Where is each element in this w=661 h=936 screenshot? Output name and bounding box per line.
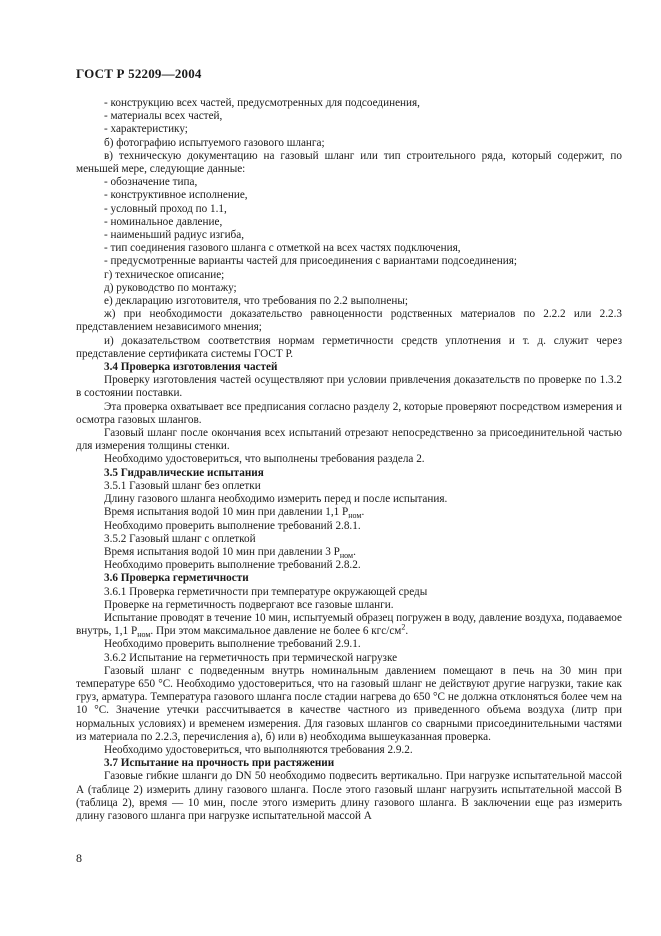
page-number: 8 — [76, 851, 82, 865]
paragraph: - конструкцию всех частей, предусмотренных для подсоединения, — [104, 97, 420, 109]
paragraph: Время испытания водой 10 мин при давлении 1,1 $P_{ном}$. — [104, 506, 365, 521]
paragraph: Длину газового шланга необходимо измерить перед и после испытания. — [104, 493, 448, 506]
section-heading: 3.7 Испытание на прочность при растяжении — [104, 757, 335, 770]
paragraph: - тип соединения газового шланга с отметкой на всех частях подключения, — [104, 242, 461, 255]
paragraph: - материалы всех частей, — [104, 110, 223, 123]
paragraph: Необходимо проверить выполнение требований 2.9.1. — [104, 638, 361, 651]
section-heading: 3.5 Гидравлические испытания — [104, 466, 264, 479]
paragraph: Проверке на герметичность подвергают все газовые шланги. — [104, 598, 394, 611]
paragraph: в) техническую документацию на газовый шланг или тип строительного ряда, который содержит, по меньшей мере, следующие данные: — [76, 149, 622, 176]
paragraph: Необходимо проверить выполнение требований 2.8.1. — [104, 519, 361, 532]
paragraph: 3.6.2 Испытание на герметичность при термической нагрузке — [104, 651, 398, 664]
paragraph: Газовый шланг с подведенным внутрь номинальным давлением помещают в печь на 30 мин при температуре 650 °С. Необходимо удостовериться, что на газовый шланг не действуют другие нагрузки, такие как груз, арматура. Температура газового шланга после стадии нагрева до 650 °С не должна отклоняться более чем на 10 °С. Значение утечки рассчитывается в качестве частного из приведенного объема воздуха (литр при нормальных условиях) и временем измерения. Для газовых шлангов со сварными присоединительными частями из материала по 2.2.3, перечисления а), б) или в) необходима вышеуказанная проверка. — [76, 664, 622, 743]
section-heading: 3.6 Проверка герметичности — [104, 572, 249, 585]
paragraph: Испытание проводят в течение 10 мин, испытуемый образец погружен в воду, давление воздуха, подаваемое внутрь, 1,1 $P_{ном}$. При этом максимальное давление не более 6 кгс/$см^2$. — [76, 611, 622, 640]
paragraph: - характеристику; — [104, 123, 188, 136]
paragraph: Необходимо проверить выполнение требований 2.8.2. — [104, 559, 361, 572]
paragraph: - условный проход по 1.1, — [104, 202, 227, 215]
paragraph: д) руководство по монтажу; — [104, 281, 237, 294]
paragraph: 3.5.2 Газовый шланг с оплеткой — [104, 532, 256, 545]
paragraph: б) фотографию испытуемого газового шланга; — [104, 136, 325, 149]
section-heading: 3.4 Проверка изготовления частей — [104, 361, 278, 374]
paragraph: 3.6.1 Проверка герметичности при температуре окружающей среды — [104, 585, 428, 598]
paragraph: - обозначение типа, — [104, 176, 198, 189]
paragraph: ж) при необходимости доказательство равноценности родственных материалов по 2.2.2 или 2.2.3 представлением независимого мнения; — [76, 308, 622, 334]
paragraph: Необходимо удостовериться, что выполняются требования 2.9.2. — [104, 743, 413, 756]
paragraph: Газовые гибкие шланги до DN 50 необходимо подвесить вертикально. При нагрузке испытательной массой А (таблице 2) измерить длину газового шланга. После этого газовый шланг нагрузить испытательной массой В (таблица 2), время — 10 мин, после этого измерить длину газового шланга. В заключении еще раз измерить длину газового шланга при нагрузке испытательной массой А — [76, 770, 622, 822]
paragraph: Время испытания водой 10 мин при давлении 3 $P_{ном}$. — [104, 545, 356, 561]
paragraph: - номинальное давление, — [104, 215, 223, 228]
paragraph: г) техническое описание; — [104, 268, 225, 281]
paragraph: - наименьший радиус изгиба, — [104, 229, 245, 242]
paragraph: Проверку изготовления частей осуществляют при условии привлечения доказательств по проверке по 1.3.2 в состоянии поставки. — [76, 374, 622, 400]
document-body — [76, 97, 622, 823]
paragraph: Газовый шланг после окончания всех испытаний отрезают непосредственно за присоединительной частью для измерения толщины стенки. — [76, 427, 622, 453]
paragraph: Необходимо удостовериться, что выполнены требования раздела 2. — [104, 453, 425, 466]
paragraph: - конструктивное исполнение, — [104, 189, 248, 202]
document-header: ГОСТ Р 52209—2004 — [76, 66, 202, 81]
paragraph: 3.5.1 Газовый шланг без оплетки — [104, 479, 261, 492]
paragraph: - предусмотренные варианты частей для присоединения с вариантами подсоединения; — [104, 255, 517, 268]
paragraph: е) декларацию изготовителя, что требования по 2.2 выполнены; — [104, 295, 408, 308]
paragraph: и) доказательством соответствия нормам герметичности средств уплотнения и т. д. служит через представление сертификата системы ГОСТ Р. — [76, 334, 622, 360]
paragraph: Эта проверка охватывает все предписания согласно разделу 2, которые проверяют посредством измерения и осмотра газовых шлангов. — [76, 400, 622, 426]
